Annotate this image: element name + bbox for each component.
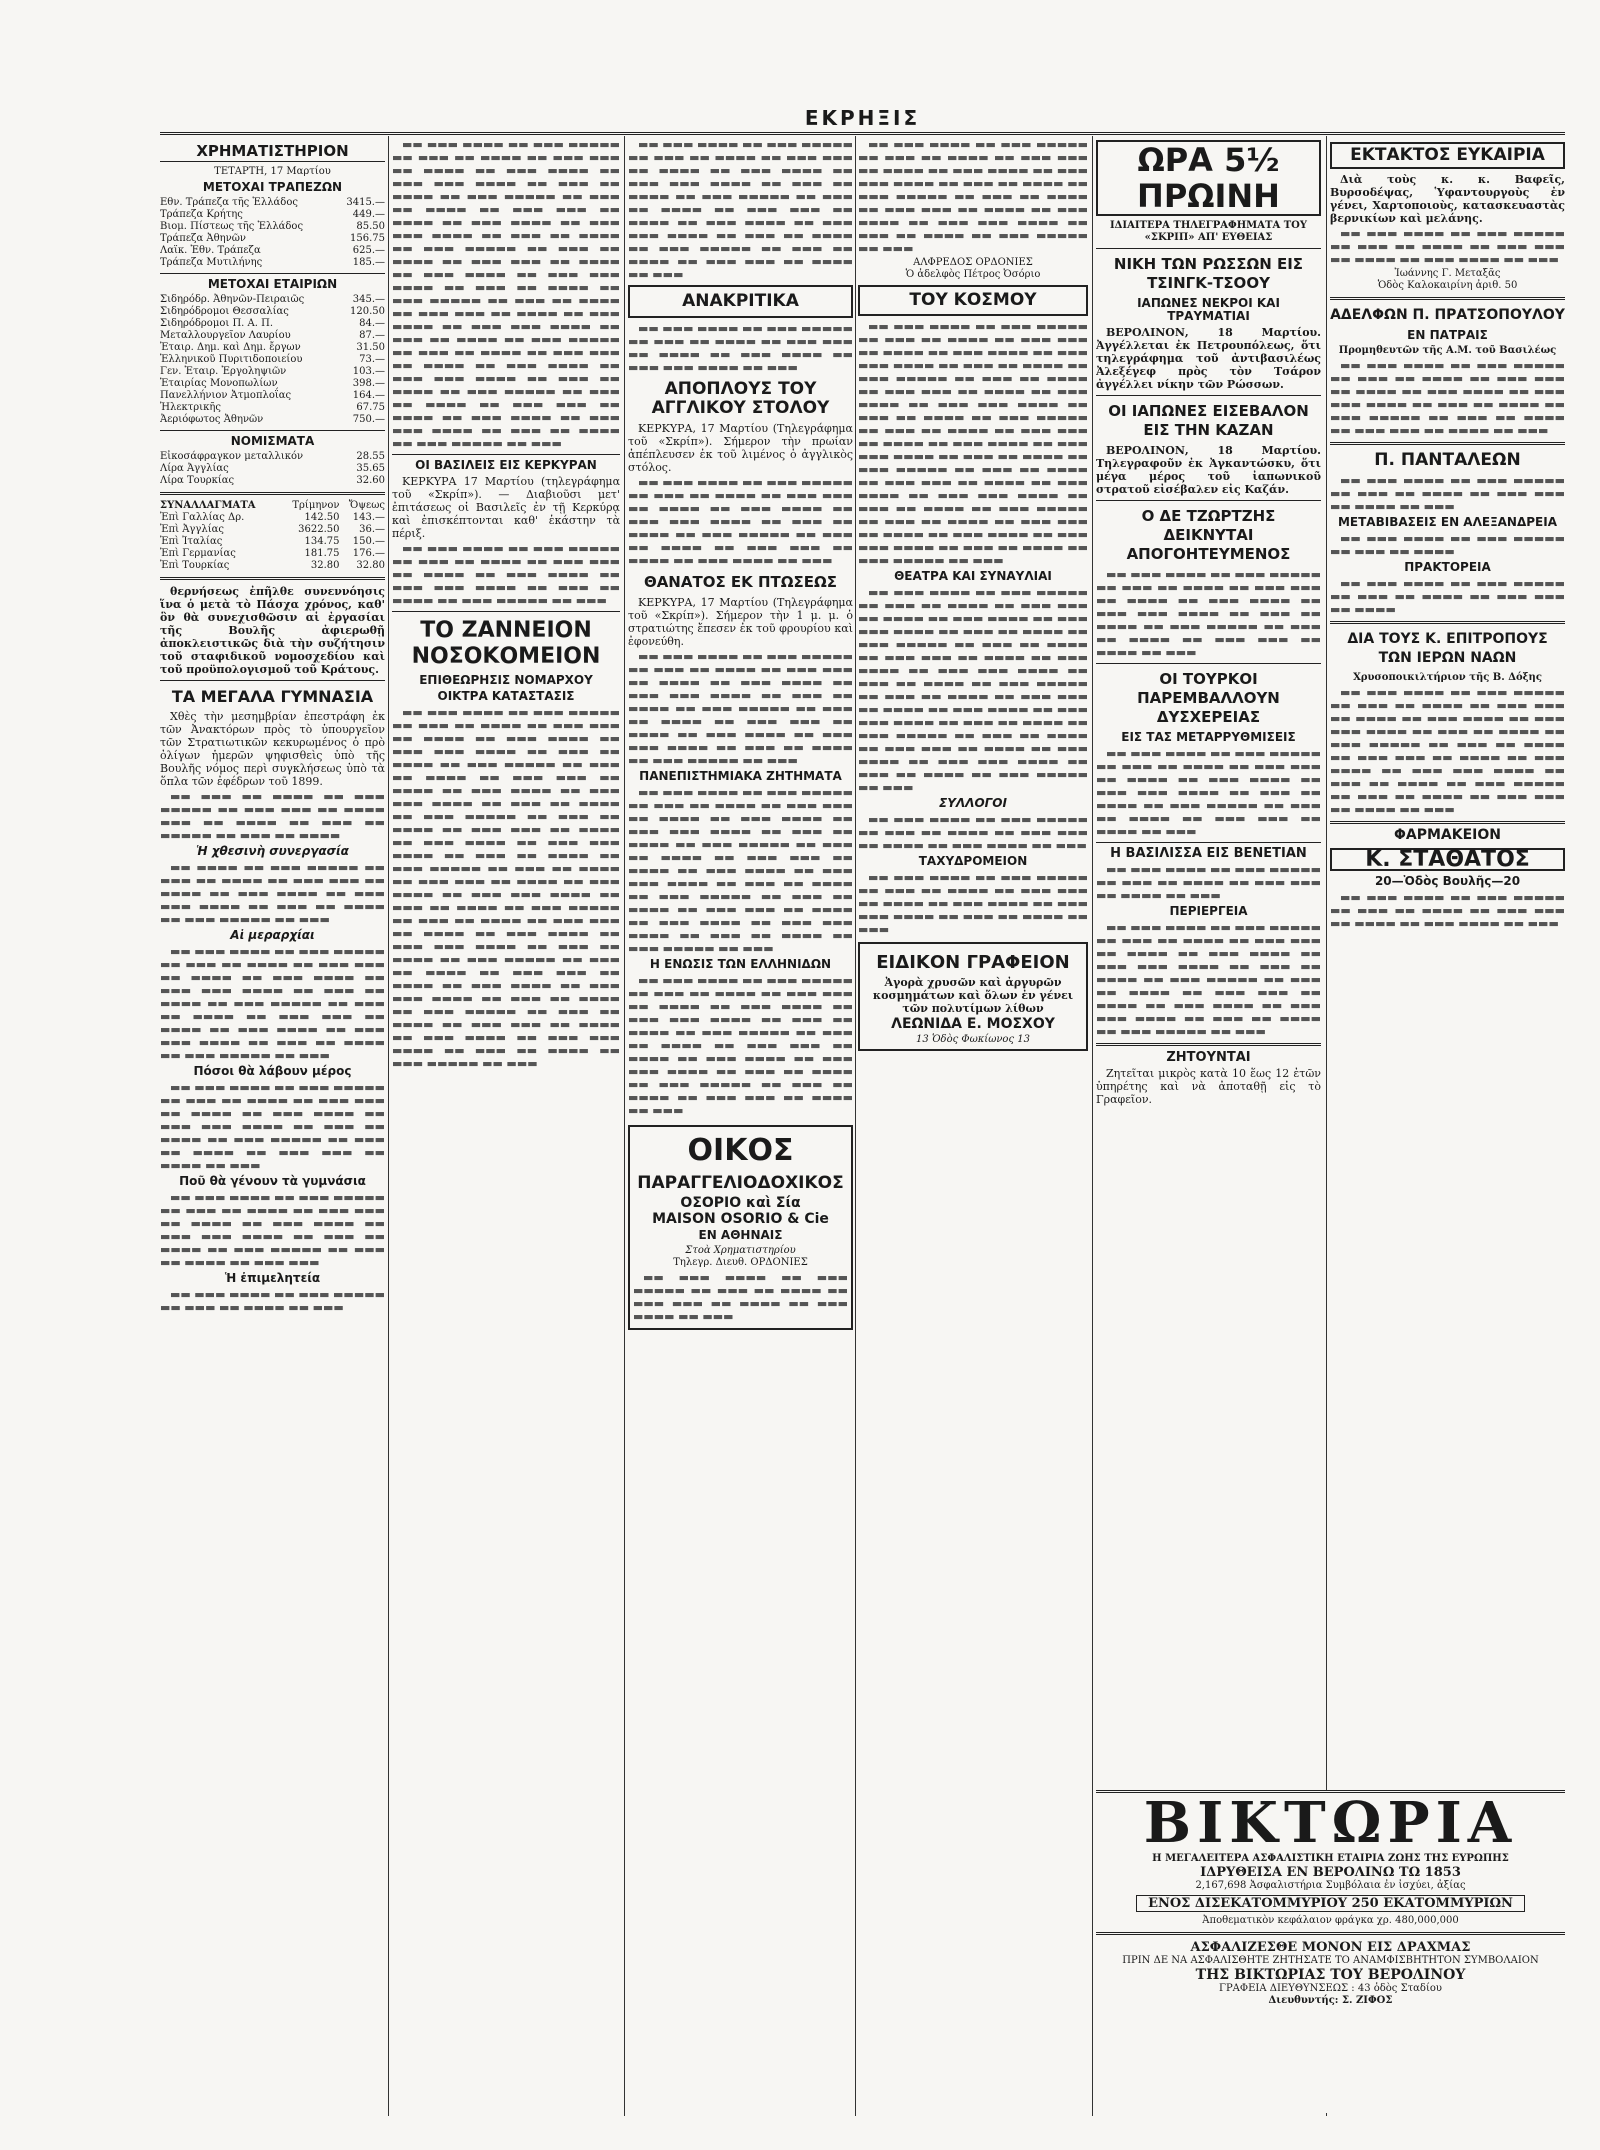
lead-text: θερνήσεως ἐπῆλθε συνεννόησις ἵνα ὁ μετὰ τὸ Πάσχα χρόνος, καθ' ὃν θὰ συνεχισθῶσιν αἱ ἐργασίαι τῆς Βουλῆς ἀφιερωθῇ ἀποκλειστικῶς διὰ τὴν συζήτησιν τοῦ σταφιδικοῦ νομοσχεδίου καὶ τοῦ προϋπολογισμοῦ τοῦ Κράτους. xyxy=(160,585,385,676)
taxydromeion-title: ΤΑΧΥΔΡΟΜΕΙΟΝ xyxy=(918,854,1028,868)
subheading: Ποῦ θὰ γένουν τὰ γυμνάσια xyxy=(179,1174,366,1188)
victoria-title: ΒΙΚΤΩΡΙΑ xyxy=(1143,1790,1518,1856)
column-1: ΧΡΗΜΑΤΙΣΤΗΡΙΟΝ ΤΕΤΑΡΤΗ, 17 Μαρτίου ΜΕΤΟΧΑΙ ΤΡΑΠΕΖΩΝ Εθν. Τράπεζα τῆς Ἑλλάδος 3415.— Τράπεζα Κρήτης 449.— Βιομ. Πίστεως τῆς Ἑλλάδος 85.50 Τράπεζα Ἀθηνῶν 156.75 Λαϊκ. Ἐθν. Τράπεζα 625.— Τράπεζα Μυτιλήνης 185.— ΜΕΤΟΧΑΙ ΕΤΑΙΡΙΩΝ Σιδηρόδρ. Ἀθηνῶν-Πειραιῶς 345.— Σιδηρόδρομοι Θεσσαλίας 120.50 Σιδηρόδρομοι Π. Α. Π. 84.— Μεταλλουργεῖον Λαυρίου 87.— Ἐταιρ. Δημ. καὶ Δημ. ἔργων 31.50 Ἑλληνικοῦ Πυριτιδοποιείου 73.— Γεν. Ἐταιρ. Ἐργοληψιῶν 103.— Ἑταιρίας Μονοπωλίων 398.— Πανελλήνιον Ἀτμοπλοΐας 164.— Ἠλεκτρικῆς 67.75 Ἀεριόφωτος Ἀθηνῶν 750.— ΝΟΜΙΣΜΑΤΑ Εἰκοσάφραγκον μεταλλικόν 28.55 Λίρα Ἀγγλίας 35.65 Λίρα Τουρκίας 32.60 ΣΥΝΑΛΛΑΓΜΑΤΑ Τρίμηνον Ὄψεως Ἐπὶ Γαλλίας Δρ. 142.50 143.— Ἐπὶ Ἀγγλίας 3622.50 36.— Ἐπὶ Ἰταλίας 134.75 150.— Ἐπὶ Γερμανίας 181.75 176.— Ἐπὶ Τουρκίας 32.80 32.80 θερνήσεως ἐπῆλθε συνεννόησις ἵνα ὁ μετὰ τὸ Πάσχα χρόνος, καθ' ὃν θὰ συνεχισθῶσιν αἱ ἐργασίαι τῆς Βουλῆς ἀφιερωθῇ ἀποκλειστικῶς διὰ τὴν συζήτησιν τοῦ σταφιδικοῦ νομοσχεδίου καὶ τοῦ προϋπολογισμοῦ τοῦ Κράτους. ΤΑ ΜΕΓΑΛΑ ΓΥΜΝΑΣΙΑ Χθὲς τὴν μεσημβρίαν ἐπεστράφη ἐκ τῶν Ἀνακτόρων πρὸς τὸ ὑπουργεῖον τῶν Στρατιωτικῶν κεκυρωμένος ὁ πρὸ ὀλίγων ἡμερῶν ψηφισθεὶς ὑπὸ τῆς Βουλῆς νόμος περὶ συγκλήσεως ὑπὸ τὰ ὅπλα τῶν ἐφέδρων τοῦ 1899. ▬▬ ▬▬▬ ▬▬ ▬▬▬▬ ▬▬ ▬▬▬ ▬▬▬▬▬ ▬▬ ▬▬▬ ▬▬▬ ▬▬ ▬▬▬▬ ▬▬▬ ▬▬ ▬▬▬▬ ▬▬ ▬▬▬ ▬▬ ▬▬▬▬▬ ▬▬ ▬▬▬ ▬▬ ▬▬▬▬ Ἡ χθεσινὴ συνεργασία ▬▬ ▬▬▬▬ ▬▬ ▬▬▬ ▬▬▬▬▬ ▬▬ ▬▬▬ ▬▬ ▬▬▬▬ ▬▬ ▬▬▬ ▬▬▬ ▬▬ ▬▬▬▬ ▬▬ ▬▬▬ ▬▬▬▬ ▬▬ ▬▬▬ ▬▬▬ ▬▬▬▬ ▬▬ ▬▬▬ ▬▬ ▬▬▬▬ ▬▬ ▬▬▬ ▬▬▬▬▬ ▬▬ ▬▬▬ Αἱ μεραρχίαι ▬▬ ▬▬▬ ▬▬▬▬ ▬▬ ▬▬▬ ▬▬▬▬▬ ▬▬ ▬▬▬ ▬▬ ▬▬▬▬ ▬▬ ▬▬▬ ▬▬▬ ▬▬ ▬▬▬▬ ▬▬ ▬▬▬ ▬▬▬▬ ▬▬ ▬▬▬ ▬▬▬ ▬▬▬▬ ▬▬ ▬▬▬ ▬▬ ▬▬▬▬ ▬▬ ▬▬▬ ▬▬▬▬▬ ▬▬ ▬▬▬ ▬▬ ▬▬▬▬ ▬▬ ▬▬▬ ▬▬▬ ▬▬ ▬▬▬▬ ▬▬ ▬▬▬ ▬▬▬▬ ▬▬ ▬▬▬ ▬▬▬ ▬▬▬▬ ▬▬ ▬▬▬ ▬▬ ▬▬▬▬ ▬▬ ▬▬▬ ▬▬▬▬▬ ▬▬ ▬▬▬ Πόσοι θὰ λάβουν μέρος ▬▬ ▬▬▬ ▬▬▬▬ ▬▬ ▬▬▬ ▬▬▬▬▬ ▬▬ ▬▬▬ ▬▬ ▬▬▬▬ ▬▬ ▬▬▬ ▬▬▬ ▬▬ ▬▬▬▬ ▬▬ ▬▬▬ ▬▬▬▬ ▬▬ ▬▬▬ ▬▬▬ ▬▬▬▬ ▬▬ ▬▬▬ ▬▬ ▬▬▬▬ ▬▬ ▬▬▬ ▬▬▬▬▬ ▬▬ ▬▬▬ ▬▬ ▬▬▬▬ ▬▬ ▬▬▬ ▬▬▬ ▬▬ ▬▬▬▬ ▬▬ ▬▬▬ Ποῦ θὰ γένουν τὰ γυμνάσια ▬▬ ▬▬▬ ▬▬▬▬ ▬▬ ▬▬▬ ▬▬▬▬▬ ▬▬ ▬▬▬ ▬▬ ▬▬▬▬ ▬▬ ▬▬▬ ▬▬▬ ▬▬ ▬▬▬▬ ▬▬ ▬▬▬ ▬▬▬▬ ▬▬ ▬▬▬ ▬▬▬ ▬▬▬▬ ▬▬ ▬▬▬ ▬▬ ▬▬▬▬ ▬▬ ▬▬▬ ▬▬▬▬▬ ▬▬ ▬▬▬ ▬▬ ▬▬▬▬ ▬▬ ▬▬▬ ▬▬▬ Ἡ ἐπιμελητεία ▬▬ ▬▬▬ ▬▬▬▬ ▬▬ ▬▬▬ ▬▬▬▬▬ ▬▬ ▬▬▬ ▬▬ ▬▬▬▬ ▬▬ ▬▬▬ xyxy=(160,142,385,1314)
row-label: Ἐπὶ Γερμανίας xyxy=(160,548,236,559)
column-divider xyxy=(855,136,856,2116)
row-value: 85.50 xyxy=(356,221,385,232)
table-row xyxy=(160,548,385,560)
row-value: 185.— xyxy=(352,257,385,268)
row-value: 103.— xyxy=(352,366,385,377)
epitropi-title: ΔΙΑ ΤΟΥΣ Κ. ΕΠΙΤΡΟΠΟΥΣ ΤΩΝ ΙΕΡΩΝ ΝΑΩΝ xyxy=(1347,631,1548,666)
apoplous-text: ΚΕΡΚΥΡΑ, 17 Μαρτίου (Τηλεγράφημα τοῦ «Σκρίπ»). Σήμερον τὴν πρωίαν ἀπέπλευσεν ἐκ τοῦ λιμένος ὁ ἀγγλικὸς στόλος. xyxy=(628,422,853,474)
row-label: Λίρα Ἀγγλίας xyxy=(160,463,229,474)
row-label: Ἑταιρίας Μονοπωλίων xyxy=(160,378,278,389)
column-divider xyxy=(388,136,389,2116)
ektaktos-text: Διὰ τοὺς κ. κ. Βαφεῖς, Βυρσοδέψας, Ὑφαντουργοὺς ἐν γένει, Χαρτοποιοὺς, κατασκευαστὰς βερνικίων καὶ μελάνης. xyxy=(1330,173,1565,225)
table-row xyxy=(160,233,385,245)
exchange-table xyxy=(160,500,385,572)
kosmos-title: ΤΟΥ ΚΟΣΜΟΥ xyxy=(909,290,1037,310)
victoria-ad xyxy=(1096,1790,1565,2113)
row-value: 625.— xyxy=(352,245,385,256)
eidikon-name: ΛΕΩΝΙΔΑ Ε. ΜΟΣΧΟΥ xyxy=(891,1016,1055,1032)
row-label: Σιδηρόδρομοι Θεσσαλίας xyxy=(160,306,289,317)
basilissa-title: Η ΒΑΣΙΛΙΣΣΑ ΕΙΣ ΒΕΝΕΤΙΑΝ xyxy=(1110,846,1307,861)
row-value: 3415.— xyxy=(346,197,385,208)
table-row xyxy=(160,209,385,221)
row-label: Σιδηρόδρ. Ἀθηνῶν-Πειραιῶς xyxy=(160,294,305,305)
row-label: Πανελλήνιον Ἀτμοπλοΐας xyxy=(160,390,292,401)
row-value: 449.— xyxy=(352,209,385,220)
row-value: 73.— xyxy=(359,354,385,365)
row-value: 36.— xyxy=(359,524,385,535)
oikos-city: ΕΝ ΑΘΗΝΑΙΣ xyxy=(698,1228,783,1242)
table-row xyxy=(160,330,385,342)
zanneion-title: ΤΟ ΖΑΝΝΕΙΟΝ ΝΟΣΟΚΟΜΕΙΟΝ xyxy=(411,618,601,669)
row-value: 67.75 xyxy=(356,402,385,413)
stock-date: ΤΕΤΑΡΤΗ, 17 Μαρτίου xyxy=(214,166,331,177)
ora-sub: ΙΔΙΑΙΤΕΡΑ ΤΗΛΕΓΡΑΦΗΜΑΤΑ ΤΟΥ «ΣΚΡΙΠ» ΑΠ' ΕΥΘΕΙΑΣ xyxy=(1110,220,1307,243)
row-value: 142.50 xyxy=(304,512,340,523)
oikos-sub: ΠΑΡΑΓΓΕΛΙΟΔΟΧΙΚΟΣ xyxy=(637,1173,844,1193)
row-value: 84.— xyxy=(359,318,385,329)
victoria-director: Διευθυντής: Σ. ΖΙΦΟΣ xyxy=(1268,1995,1393,2006)
niki-text: ΒΕΡΟΛΙΝΟΝ, 18 Μαρτίου. Ἀγγέλλεται ἐκ Πετρουπόλεως, ὅτι τηλεγράφημα τοῦ ἀντιβασιλέως Ἀλεξέγεφ πρὸς τὸν Τσάρον ἀγγέλλει νίκην τῶν Ρώσσων. xyxy=(1096,326,1321,391)
victoria-note: ΠΡΙΝ ΔΕ ΝΑ ΑΣΦΑΛΙΣΘΗΤΕ ΖΗΤΗΣΑΤΕ ΤΟ ΑΝΑΜΦΙΣΒΗΤΗΤΟΝ ΣΥΜΒΟΛΑΙΟΝ xyxy=(1122,1955,1539,1966)
oikos-name: ΟΣΟΡΙΟ καὶ Σία xyxy=(680,1195,801,1211)
pantaleon-sub: ΜΕΤΑΒΙΒΑΣΕΙΣ ΕΝ ΑΛΕΞΑΝΔΡΕΙΑ xyxy=(1337,515,1558,529)
table-row xyxy=(160,402,385,414)
praktoreia-title: ΠΡΑΚΤΟΡΕΙΑ xyxy=(1404,560,1491,574)
ora-title: ΩΡΑ 5½ ΠΡΩΙΝΗ xyxy=(1096,140,1321,216)
tourkoi-title: ΟΙ ΤΟΥΡΚΟΙ ΠΑΡΕΜΒΑΛΛΟΥΝ ΔΥΣΧΕΡΕΙΑΣ xyxy=(1137,670,1280,726)
row-label: Λίρα Τουρκίας xyxy=(160,475,235,486)
victoria-monon: ΑΣΦΑΛΙΖΕΣΘΕ ΜΟΝΟΝ ΕΙΣ ΔΡΑΧΜΑΣ xyxy=(1190,1940,1471,1955)
row-value: 120.50 xyxy=(350,306,385,317)
zanneion-sub: ΕΠΙΘΕΩΡΗΣΙΣ ΝΟΜΑΡΧΟΥ xyxy=(419,673,593,687)
row-label: Ἀεριόφωτος Ἀθηνῶν xyxy=(160,414,264,425)
pantaleon-title: Π. ΠΑΝΤΑΛΕΩΝ xyxy=(1374,450,1521,470)
niki-sub: ΙΑΠΩΝΕΣ ΝΕΚΡΟΙ ΚΑΙ ΤΡΑΥΜΑΤΙΑΙ xyxy=(1137,296,1280,323)
row-label: Τράπεζα Ἀθηνῶν xyxy=(160,233,246,244)
companies-heading: ΜΕΤΟΧΑΙ ΕΤΑΙΡΙΩΝ xyxy=(207,277,338,291)
iapones-text: ΒΕΡΟΛΙΝΟΝ, 18 Μαρτίου. Τηλεγραφοῦν ἐκ Ἀγκαντώσκυ, ὅτι μέγα μέρος τοῦ ἰαπωνικοῦ στρατοῦ εἰσέβαλεν εἰς Καζάν. xyxy=(1096,444,1321,496)
exchange-col: Ὄψεως xyxy=(348,500,385,511)
subheading: Ἡ ἐπιμελητεία xyxy=(224,1271,321,1285)
oikos-name2: MAISON OSORIO & Cie xyxy=(652,1211,829,1227)
row-label: Βιομ. Πίστεως τῆς Ἑλλάδος xyxy=(160,221,304,232)
victoria-office: ΓΡΑΦΕΙΑ ΔΙΕΥΘΥΝΣΕΩΣ : 43 ὁδὸς Σταδίου xyxy=(1219,1983,1442,1994)
pratsopoulou-sub2: Προμηθευτῶν τῆς Α.Μ. τοῦ Βασιλέως xyxy=(1338,345,1557,356)
column-5: ΩΡΑ 5½ ΠΡΩΙΝΗ ΙΔΙΑΙΤΕΡΑ ΤΗΛΕΓΡΑΦΗΜΑΤΑ ΤΟΥ «ΣΚΡΙΠ» ΑΠ' ΕΥΘΕΙΑΣ ΝΙΚΗ ΤΩΝ ΡΩΣΣΩΝ ΕΙΣ ΤΣΙΝΓΚ-ΤΣΟΟΥ ΙΑΠΩΝΕΣ ΝΕΚΡΟΙ ΚΑΙ ΤΡΑΥΜΑΤΙΑΙ ΒΕΡΟΛΙΝΟΝ, 18 Μαρτίου. Ἀγγέλλεται ἐκ Πετρουπόλεως, ὅτι τηλεγράφημα τοῦ ἀντιβασιλέως Ἀλεξέγεφ πρὸς τὸν Τσάρον ἀγγέλλει νίκην τῶν Ρώσσων. ΟΙ ΙΑΠΩΝΕΣ ΕΙΣΕΒΑΛΟΝ ΕΙΣ ΤΗΝ ΚΑΖΑΝ ΒΕΡΟΛΙΝΟΝ, 18 Μαρτίου. Τηλεγραφοῦν ἐκ Ἀγκαντώσκυ, ὅτι μέγα μέρος τοῦ ἰαπωνικοῦ στρατοῦ εἰσέβαλεν εἰς Καζάν. Ο ΔΕ ΤΖΩΡΤΖΗΣ ΔΕΙΚΝΥΤΑΙ ΑΠΟΓΟΗΤΕΥΜΕΝΟΣ ▬▬ ▬▬▬ ▬▬▬▬ ▬▬ ▬▬▬ ▬▬▬▬▬ ▬▬ ▬▬▬ ▬▬ ▬▬▬▬ ▬▬ ▬▬▬ ▬▬▬ ▬▬ ▬▬▬▬ ▬▬ ▬▬▬ ▬▬▬▬ ▬▬ ▬▬▬ ▬▬▬ ▬▬▬▬ ▬▬ ▬▬▬ ▬▬ ▬▬▬▬ ▬▬ ▬▬▬ ▬▬▬▬▬ ▬▬ ▬▬▬ ▬▬ ▬▬▬▬ ▬▬ ▬▬▬ ▬▬▬ ▬▬ ▬▬▬▬ ▬▬ ▬▬▬ ΟΙ ΤΟΥΡΚΟΙ ΠΑΡΕΜΒΑΛΛΟΥΝ ΔΥΣΧΕΡΕΙΑΣ ΕΙΣ ΤΑΣ ΜΕΤΑΡΡΥΘΜΙΣΕΙΣ ▬▬ ▬▬▬ ▬▬▬▬ ▬▬ ▬▬▬ ▬▬▬▬▬ ▬▬ ▬▬▬ ▬▬ ▬▬▬▬ ▬▬ ▬▬▬ ▬▬▬ ▬▬ ▬▬▬▬ ▬▬ ▬▬▬ ▬▬▬▬ ▬▬ ▬▬▬ ▬▬▬ ▬▬▬▬ ▬▬ ▬▬▬ ▬▬ ▬▬▬▬ ▬▬ ▬▬▬ ▬▬▬▬▬ ▬▬ ▬▬▬ ▬▬ ▬▬▬▬ ▬▬ ▬▬▬ ▬▬▬ ▬▬ ▬▬▬▬ ▬▬ ▬▬▬ Η ΒΑΣΙΛΙΣΣΑ ΕΙΣ ΒΕΝΕΤΙΑΝ ▬▬ ▬▬▬ ▬▬▬▬ ▬▬ ▬▬▬ ▬▬▬▬▬ ▬▬ ▬▬▬ ▬▬ ▬▬▬▬ ▬▬ ▬▬▬ ▬▬▬ ▬▬ ▬▬▬▬ ▬▬ ▬▬▬ ΠΕΡΙΕΡΓΕΙΑ ▬▬ ▬▬▬ ▬▬▬▬ ▬▬ ▬▬▬ ▬▬▬▬▬ ▬▬ ▬▬▬ ▬▬ ▬▬▬▬ ▬▬ ▬▬▬ ▬▬▬ ▬▬ ▬▬▬▬ ▬▬ ▬▬▬ ▬▬▬▬ ▬▬ ▬▬▬ ▬▬▬ ▬▬▬▬ ▬▬ ▬▬▬ ▬▬ ▬▬▬▬ ▬▬ ▬▬▬ ▬▬▬▬▬ ▬▬ ▬▬▬ ▬▬ ▬▬▬▬ ▬▬ ▬▬▬ ▬▬▬ ▬▬ ▬▬▬▬ ▬▬ ▬▬▬ ▬▬▬▬ ▬▬ ▬▬▬ ▬▬▬ ▬▬▬▬ ▬▬ ▬▬▬ ▬▬ ▬▬▬▬ ▬▬ ▬▬▬ ▬▬▬▬▬ ▬▬ ▬▬▬ ΖΗΤΟΥΝΤΑΙ Ζητεῖται μικρὸς κατὰ 10 ἕως 12 ἐτῶν ὑπηρέτης καὶ νὰ ἀποταθῇ εἰς τὸ Γραφεῖον. xyxy=(1096,141,1321,1106)
banks-heading: ΜΕΤΟΧΑΙ ΤΡΑΠΕΖΩΝ xyxy=(202,180,343,194)
tzortzis-title: Ο ΔΕ ΤΖΩΡΤΖΗΣ ΔΕΙΚΝΥΤΑΙ ΑΠΟΓΟΗΤΕΥΜΕΝΟΣ xyxy=(1126,507,1291,563)
row-value: 345.— xyxy=(352,294,385,305)
masthead xyxy=(160,106,1565,135)
row-label: Ἑλληνικοῦ Πυριτιδοποιείου xyxy=(160,354,303,365)
ektaktos-addr: Ὁδὸς Καλοκαιρίνη ἀριθ. 50 xyxy=(1377,280,1518,291)
table-row xyxy=(160,463,385,475)
companies-table xyxy=(160,294,385,426)
letter-sign: ΑΛΦΡΕΔΟΣ ΟΡΔΟΝΙΕΣ xyxy=(913,257,1033,268)
table-row xyxy=(160,536,385,548)
victoria-amount: ΕΝΟΣ ΔΙΣΕΚΑΤΟΜΜΥΡΙΟΥ 250 ΕΚΑΤΟΜΜΥΡΙΩΝ xyxy=(1136,1895,1525,1912)
table-row xyxy=(160,524,385,536)
tourkoi-sub: ΕΙΣ ΤΑΣ ΜΕΤΑΡΡΥΘΜΙΣΕΙΣ xyxy=(1121,730,1296,744)
zitountai-title: ΖΗΤΟΥΝΤΑΙ xyxy=(1166,1050,1251,1065)
thanatos-text: ΚΕΡΚΥΡΑ, 17 Μαρτίου (Τηλεγράφημα τοῦ «Σκρίπ»). Σήμερον τὴν 1 μ. μ. ὁ στρατιώτης ἔπεσεν ἐκ τοῦ φρουρίου καὶ ἐφονεύθη. xyxy=(628,596,853,648)
row-value: 156.75 xyxy=(350,233,385,244)
row-label: Γεν. Ἐταιρ. Ἐργοληψιῶν xyxy=(160,366,287,377)
farmakeion-addr: 20—Ὁδὸς Βουλῆς—20 xyxy=(1374,874,1521,888)
basileis-title: ΟΙ ΒΑΣΙΛΕΙΣ ΕΙΣ ΚΕΡΚΥΡΑΝ xyxy=(415,458,597,472)
theatra-title: ΘΕΑΤΡΑ ΚΑΙ ΣΥΝΑΥΛΙΑΙ xyxy=(894,569,1052,583)
pratsopoulou-sub: ΕΝ ΠΑΤΡΑΙΣ xyxy=(1407,328,1488,342)
table-row xyxy=(160,306,385,318)
gymnasia-text: Χθὲς τὴν μεσημβρίαν ἐπεστράφη ἐκ τῶν Ἀνακτόρων πρὸς τὸ ὑπουργεῖον τῶν Στρατιωτικῶν κεκυρωμένος ὁ πρὸ ὀλίγων ἡμερῶν ψηφισθεὶς ὑπὸ τῆς Βουλῆς νόμος περὶ συγκλήσεως ὑπὸ τὰ ὅπλα τῶν ἐφέδρων τοῦ 1899. xyxy=(160,710,385,788)
syllogoi-title: ΣΥΛΛΟΓΟΙ xyxy=(939,796,1007,810)
stock-title: ΧΡΗΜΑΤΙΣΤΗΡΙΟΝ xyxy=(160,142,385,162)
pratsopoulou-title: ΑΔΕΛΦΩΝ Π. ΠΡΑΤΣΟΠΟΥΛΟΥ xyxy=(1330,307,1565,323)
column-divider xyxy=(1092,136,1093,2116)
row-label: Ἐπὶ Ἀγγλίας xyxy=(160,524,224,535)
row-label: Τράπεζα Μυτιλήνης xyxy=(160,257,263,268)
table-row xyxy=(160,221,385,233)
currency-table xyxy=(160,451,385,487)
row-value: 750.— xyxy=(352,414,385,425)
zanneion-sub2: ΟΙΚΤΡΑ ΚΑΤΑΣΤΑΣΙΣ xyxy=(437,689,575,703)
row-value: 32.80 xyxy=(356,560,385,571)
victoria-founded: ΙΔΡΥΘΕΙΣΑ ΕΝ ΒΕΡΟΛΙΝΩ ΤΩ 1853 xyxy=(1200,1865,1461,1880)
column-3: ▬▬ ▬▬▬ ▬▬▬▬ ▬▬ ▬▬▬ ▬▬▬▬▬ ▬▬ ▬▬▬ ▬▬ ▬▬▬▬ ▬▬ ▬▬▬ ▬▬▬ ▬▬ ▬▬▬▬ ▬▬ ▬▬▬ ▬▬▬▬ ▬▬ ▬▬▬ ▬▬▬ ▬▬▬▬ ▬▬ ▬▬▬ ▬▬ ▬▬▬▬ ▬▬ ▬▬▬ ▬▬▬▬▬ ▬▬ ▬▬▬ ▬▬ ▬▬▬▬ ▬▬ ▬▬▬ ▬▬▬ ▬▬ ▬▬▬▬ ▬▬ ▬▬▬ ▬▬▬▬ ▬▬ ▬▬▬ ▬▬▬ ▬▬▬▬ ▬▬ ▬▬▬ ▬▬ ▬▬▬▬ ▬▬ ▬▬▬ ▬▬▬▬▬ ▬▬ ▬▬▬ ▬▬ ▬▬▬▬ ▬▬ ▬▬▬ ▬▬▬ ▬▬ ▬▬▬▬ ▬▬ ▬▬▬ ΑΝΑΚΡΙΤΙΚΑ ▬▬ ▬▬▬ ▬▬▬▬ ▬▬ ▬▬▬ ▬▬▬▬▬ ▬▬ ▬▬▬ ▬▬ ▬▬▬▬ ▬▬ ▬▬▬ ▬▬▬ ▬▬ ▬▬▬▬ ▬▬ ▬▬▬ ▬▬▬▬ ▬▬ ▬▬▬ ▬▬▬ ▬▬▬▬ ▬▬ ▬▬▬ ΑΠΟΠΛΟΥΣ ΤΟΥ ΑΓΓΛΙΚΟΥ ΣΤΟΛΟΥ ΚΕΡΚΥΡΑ, 17 Μαρτίου (Τηλεγράφημα τοῦ «Σκρίπ»). Σήμερον τὴν πρωίαν ἀπέπλευσεν ἐκ τοῦ λιμένος ὁ ἀγγλικὸς στόλος. ▬▬ ▬▬▬ ▬▬▬▬ ▬▬ ▬▬▬ ▬▬▬▬▬ ▬▬ ▬▬▬ ▬▬ ▬▬▬▬ ▬▬ ▬▬▬ ▬▬▬ ▬▬ ▬▬▬▬ ▬▬ ▬▬▬ ▬▬▬▬ ▬▬ ▬▬▬ ▬▬▬ ▬▬▬▬ ▬▬ ▬▬▬ ▬▬ ▬▬▬▬ ▬▬ ▬▬▬ ▬▬▬▬▬ ▬▬ ▬▬▬ ▬▬ ▬▬▬▬ ▬▬ ▬▬▬ ▬▬▬ ▬▬ ▬▬▬▬ ▬▬ ▬▬▬ ▬▬▬▬ ▬▬ ▬▬▬ ΘΑΝΑΤΟΣ ΕΚ ΠΤΩΣΕΩΣ ΚΕΡΚΥΡΑ, 17 Μαρτίου (Τηλεγράφημα τοῦ «Σκρίπ»). Σήμερον τὴν 1 μ. μ. ὁ στρατιώτης ἔπεσεν ἐκ τοῦ φρουρίου καὶ ἐφονεύθη. ▬▬ ▬▬▬ ▬▬▬▬ ▬▬ ▬▬▬ ▬▬▬▬▬ ▬▬ ▬▬▬ ▬▬ ▬▬▬▬ ▬▬ ▬▬▬ ▬▬▬ ▬▬ ▬▬▬▬ ▬▬ ▬▬▬ ▬▬▬▬ ▬▬ ▬▬▬ ▬▬▬ ▬▬▬▬ ▬▬ ▬▬▬ ▬▬ ▬▬▬▬ ▬▬ ▬▬▬ ▬▬▬▬▬ ▬▬ ▬▬▬ ▬▬ ▬▬▬▬ ▬▬ ▬▬▬ ▬▬▬ ▬▬ ▬▬▬▬ ▬▬ ▬▬▬ ▬▬▬▬ ▬▬ ▬▬▬ ▬▬▬ ▬▬▬▬ ▬▬ ▬▬▬ ▬▬ ▬▬▬▬ ▬▬ ▬▬▬ ▬▬▬▬▬ ▬▬ ▬▬▬ ΠΑΝΕΠΙΣΤΗΜΙΑΚΑ ΖΗΤΗΜΑΤΑ ▬▬ ▬▬▬ ▬▬▬▬ ▬▬ ▬▬▬ ▬▬▬▬▬ ▬▬ ▬▬▬ ▬▬ ▬▬▬▬ ▬▬ ▬▬▬ ▬▬▬ ▬▬ ▬▬▬▬ ▬▬ ▬▬▬ ▬▬▬▬ ▬▬ ▬▬▬ ▬▬▬ ▬▬▬▬ ▬▬ ▬▬▬ ▬▬ ▬▬▬▬ ▬▬ ▬▬▬ ▬▬▬▬▬ ▬▬ ▬▬▬ ▬▬ ▬▬▬▬ ▬▬ ▬▬▬ ▬▬▬ ▬▬ ▬▬▬▬ ▬▬ ▬▬▬ ▬▬▬▬ ▬▬ ▬▬▬ ▬▬▬ ▬▬▬▬ ▬▬ ▬▬▬ ▬▬ ▬▬▬▬ ▬▬ ▬▬▬ ▬▬▬▬▬ ▬▬ ▬▬▬ ▬▬ ▬▬▬▬ ▬▬ ▬▬▬ ▬▬▬ ▬▬ ▬▬▬▬ ▬▬ ▬▬▬ ▬▬▬▬ ▬▬ ▬▬▬ ▬▬▬ ▬▬▬▬ ▬▬ ▬▬▬ ▬▬ ▬▬▬▬ ▬▬ ▬▬▬ ▬▬▬▬▬ ▬▬ ▬▬▬ Η ΕΝΩΣΙΣ ΤΩΝ ΕΛΛΗΝΙΔΩΝ ▬▬ ▬▬▬ ▬▬▬▬ ▬▬ ▬▬▬ ▬▬▬▬▬ ▬▬ ▬▬▬ ▬▬ ▬▬▬▬ ▬▬ ▬▬▬ ▬▬▬ ▬▬ ▬▬▬▬ ▬▬ ▬▬▬ ▬▬▬▬ ▬▬ ▬▬▬ ▬▬▬ ▬▬▬▬ ▬▬ ▬▬▬ ▬▬ ▬▬▬▬ ▬▬ ▬▬▬ ▬▬▬▬▬ ▬▬ ▬▬▬ ▬▬ ▬▬▬▬ ▬▬ ▬▬▬ ▬▬▬ ▬▬ ▬▬▬▬ ▬▬ ▬▬▬ ▬▬▬▬ ▬▬ ▬▬▬ ▬▬▬ ▬▬▬▬ ▬▬ ▬▬▬ ▬▬ ▬▬▬▬ ▬▬ ▬▬▬ ▬▬▬▬▬ ▬▬ ▬▬▬ ▬▬ ▬▬▬▬ ▬▬ ▬▬▬ ▬▬▬ ▬▬ ▬▬▬▬ ▬▬ ▬▬▬ ΟΙΚΟΣ ΠΑΡΑΓΓΕΛΙΟΔΟΧΙΚΟΣ ΟΣΟΡΙΟ καὶ Σία MAISON OSORIO & Cie ΕΝ ΑΘΗΝΑΙΣ Στοὰ Χρηματιστηρίου Τηλεγρ. Διευθ. ΟΡΔΟΝΙΕΣ ▬▬ ▬▬▬ ▬▬▬▬ ▬▬ ▬▬▬ ▬▬▬▬▬ ▬▬ ▬▬▬ ▬▬ ▬▬▬▬ ▬▬ ▬▬▬ ▬▬▬ ▬▬ ▬▬▬▬ ▬▬ ▬▬▬ ▬▬▬▬ ▬▬ ▬▬▬ xyxy=(628,136,853,2116)
row-value: 3622.50 xyxy=(298,524,340,535)
table-row xyxy=(160,245,385,257)
panepist-title: ΠΑΝΕΠΙΣΤΗΜΙΑΚΑ ΖΗΤΗΜΑΤΑ xyxy=(639,769,842,783)
ektaktos-sign: Ἰωάννης Γ. Μεταξᾶς xyxy=(1394,268,1501,279)
table-row xyxy=(160,342,385,354)
oikos-director: Τηλεγρ. Διευθ. ΟΡΔΟΝΙΕΣ xyxy=(673,1257,808,1268)
row-label: Λαϊκ. Ἐθν. Τράπεζα xyxy=(160,245,261,256)
eidikon-title: ΕΙΔΙΚΟΝ ΓΡΑΦΕΙΟΝ xyxy=(876,952,1070,973)
basileis-text: ΚΕΡΚΥΡΑ 17 Μαρτίου (τηλεγράφημα τοῦ «Σκρίπ»). — Διαβιοῦσι μετ' ἐπιτάσεως οἱ Βασιλεῖς ἐν τῇ Κερκύρᾳ καὶ ἐπισκέπτονται καθ' ἑκάστην τὰ πέριξ. xyxy=(392,475,620,540)
exchange-heading: ΣΥΝΑΛΛΑΓΜΑΤΑ xyxy=(160,500,256,511)
row-value: 28.55 xyxy=(356,451,385,462)
farmakeion-title: ΦΑΡΜΑΚΕΙΟΝ xyxy=(1393,827,1501,843)
table-row xyxy=(160,390,385,402)
row-label: Ἐπὶ Γαλλίας Δρ. xyxy=(160,512,245,523)
subheading: Ἡ χθεσινὴ συνεργασία xyxy=(196,844,349,858)
anakritika-title: ΑΝΑΚΡΙΤΙΚΑ xyxy=(682,291,799,311)
iapones-title: ΟΙ ΙΑΠΩΝΕΣ ΕΙΣΕΒΑΛΟΝ ΕΙΣ ΤΗΝ ΚΑΖΑΝ xyxy=(1108,402,1309,439)
row-label: Εἰκοσάφραγκον μεταλλικόν xyxy=(160,451,304,462)
banks-table xyxy=(160,197,385,269)
subheading: Αἱ μεραρχίαι xyxy=(230,928,315,942)
row-value: 87.— xyxy=(359,330,385,341)
column-2: ▬▬ ▬▬▬ ▬▬▬▬ ▬▬ ▬▬▬ ▬▬▬▬▬ ▬▬ ▬▬▬ ▬▬ ▬▬▬▬ ▬▬ ▬▬▬ ▬▬▬ ▬▬ ▬▬▬▬ ▬▬ ▬▬▬ ▬▬▬▬ ▬▬ ▬▬▬ ▬▬▬ ▬▬▬▬ ▬▬ ▬▬▬ ▬▬ ▬▬▬▬ ▬▬ ▬▬▬ ▬▬▬▬▬ ▬▬ ▬▬▬ ▬▬ ▬▬▬▬ ▬▬ ▬▬▬ ▬▬▬ ▬▬ ▬▬▬▬ ▬▬ ▬▬▬ ▬▬▬▬ ▬▬ ▬▬▬ ▬▬▬ ▬▬▬▬ ▬▬ ▬▬▬ ▬▬ ▬▬▬▬ ▬▬ ▬▬▬ ▬▬▬▬▬ ▬▬ ▬▬▬ ▬▬ ▬▬▬▬ ▬▬ ▬▬▬ ▬▬▬ ▬▬ ▬▬▬▬ ▬▬ ▬▬▬ ▬▬▬▬ ▬▬ ▬▬▬ ▬▬▬ ▬▬▬▬ ▬▬ ▬▬▬ ▬▬ ▬▬▬▬ ▬▬ ▬▬▬ ▬▬▬▬▬ ▬▬ ▬▬▬ ▬▬ ▬▬▬▬ ▬▬ ▬▬▬ ▬▬▬ ▬▬ ▬▬▬▬ ▬▬ ▬▬▬ ▬▬▬▬ ▬▬ ▬▬▬ ▬▬▬ ▬▬▬▬ ▬▬ ▬▬▬ ▬▬ ▬▬▬▬ ▬▬ ▬▬▬ ▬▬▬▬▬ ▬▬ ▬▬▬ ▬▬ ▬▬▬▬ ▬▬ ▬▬▬ ▬▬▬ ▬▬ ▬▬▬▬ ▬▬ ▬▬▬ ▬▬▬▬ ▬▬ ▬▬▬ ▬▬▬ ▬▬▬▬ ▬▬ ▬▬▬ ▬▬ ▬▬▬▬ ▬▬ ▬▬▬ ▬▬▬▬▬ ▬▬ ▬▬▬ ▬▬ ▬▬▬▬ ▬▬ ▬▬▬ ▬▬▬ ▬▬ ▬▬▬▬ ▬▬ ▬▬▬ ▬▬▬▬ ▬▬ ▬▬▬ ▬▬▬ ▬▬▬▬ ▬▬ ▬▬▬ ▬▬ ▬▬▬▬ ▬▬ ▬▬▬ ▬▬▬▬▬ ▬▬ ▬▬▬ ΟΙ ΒΑΣΙΛΕΙΣ ΕΙΣ ΚΕΡΚΥΡΑΝ ΚΕΡΚΥΡΑ 17 Μαρτίου (τηλεγράφημα τοῦ «Σκρίπ»). — Διαβιοῦσι μετ' ἐπιτάσεως οἱ Βασιλεῖς ἐν τῇ Κερκύρᾳ καὶ ἐπισκέπτονται καθ' ἑκάστην τὰ πέριξ. ▬▬ ▬▬▬ ▬▬▬▬ ▬▬ ▬▬▬ ▬▬▬▬▬ ▬▬ ▬▬▬ ▬▬ ▬▬▬▬ ▬▬ ▬▬▬ ▬▬▬ ▬▬ ▬▬▬▬ ▬▬ ▬▬▬ ▬▬▬▬ ▬▬ ▬▬▬ ▬▬▬ ▬▬▬▬ ▬▬ ▬▬▬ ▬▬ ▬▬▬▬ ▬▬ ▬▬▬ ▬▬▬▬▬ ▬▬ ▬▬▬ ΤΟ ΖΑΝΝΕΙΟΝ ΝΟΣΟΚΟΜΕΙΟΝ ΕΠΙΘΕΩΡΗΣΙΣ ΝΟΜΑΡΧΟΥ ΟΙΚΤΡΑ ΚΑΤΑΣΤΑΣΙΣ ▬▬ ▬▬▬ ▬▬▬▬ ▬▬ ▬▬▬ ▬▬▬▬▬ ▬▬ ▬▬▬ ▬▬ ▬▬▬▬ ▬▬ ▬▬▬ ▬▬▬ ▬▬ ▬▬▬▬ ▬▬ ▬▬▬ ▬▬▬▬ ▬▬ ▬▬▬ ▬▬▬ ▬▬▬▬ ▬▬ ▬▬▬ ▬▬ ▬▬▬▬ ▬▬ ▬▬▬ ▬▬▬▬▬ ▬▬ ▬▬▬ ▬▬ ▬▬▬▬ ▬▬ ▬▬▬ ▬▬▬ ▬▬ ▬▬▬▬ ▬▬ ▬▬▬ ▬▬▬▬ ▬▬ ▬▬▬ ▬▬▬ ▬▬▬▬ ▬▬ ▬▬▬ ▬▬ ▬▬▬▬ ▬▬ ▬▬▬ ▬▬▬▬▬ ▬▬ ▬▬▬ ▬▬ ▬▬▬▬ ▬▬ ▬▬▬ ▬▬▬ ▬▬ ▬▬▬▬ ▬▬ ▬▬▬ ▬▬▬▬ ▬▬ ▬▬▬ ▬▬▬ ▬▬▬▬ ▬▬ ▬▬▬ ▬▬ ▬▬▬▬ ▬▬ ▬▬▬ ▬▬▬▬▬ ▬▬ ▬▬▬ ▬▬ ▬▬▬▬ ▬▬ ▬▬▬ ▬▬▬ ▬▬ ▬▬▬▬ ▬▬ ▬▬▬ ▬▬▬▬ ▬▬ ▬▬▬ ▬▬▬ ▬▬▬▬ ▬▬ ▬▬▬ ▬▬ ▬▬▬▬ ▬▬ ▬▬▬ ▬▬▬▬▬ ▬▬ ▬▬▬ ▬▬ ▬▬▬▬ ▬▬ ▬▬▬ ▬▬▬ ▬▬ ▬▬▬▬ ▬▬ ▬▬▬ ▬▬▬▬ ▬▬ ▬▬▬ ▬▬▬ ▬▬▬▬ ▬▬ ▬▬▬ ▬▬ ▬▬▬▬ ▬▬ ▬▬▬ ▬▬▬▬▬ ▬▬ ▬▬▬ ▬▬ ▬▬▬▬ ▬▬ ▬▬▬ ▬▬▬ ▬▬ ▬▬▬▬ ▬▬ ▬▬▬ ▬▬▬▬ ▬▬ ▬▬▬ ▬▬▬ ▬▬▬▬ ▬▬ ▬▬▬ ▬▬ ▬▬▬▬ ▬▬ ▬▬▬ ▬▬▬▬▬ ▬▬ ▬▬▬ ▬▬ ▬▬▬▬ ▬▬ ▬▬▬ ▬▬▬ ▬▬ ▬▬▬▬ ▬▬ ▬▬▬ ▬▬▬▬ ▬▬ ▬▬▬ ▬▬▬ ▬▬▬▬ ▬▬ ▬▬▬ ▬▬ ▬▬▬▬ ▬▬ ▬▬▬ ▬▬▬▬▬ ▬▬ ▬▬▬ xyxy=(392,138,620,1070)
table-row xyxy=(160,475,385,487)
row-value: 32.80 xyxy=(310,560,340,571)
subheading: Πόσοι θὰ λάβουν μέρος xyxy=(193,1064,352,1078)
row-value: 134.75 xyxy=(304,536,340,547)
niki-title: ΝΙΚΗ ΤΩΝ ΡΩΣΣΩΝ ΕΙΣ ΤΣΙΝΓΚ-ΤΣΟΟΥ xyxy=(1113,255,1304,292)
victoria-company: ΤΗΣ ΒΙΚΤΩΡΙΑΣ ΤΟΥ ΒΕΡΟΛΙΝΟΥ xyxy=(1195,1967,1466,1983)
row-value: 150.— xyxy=(352,536,385,547)
row-label: Μεταλλουργεῖον Λαυρίου xyxy=(160,330,291,341)
oikos-title: ΟΙΚΟΣ xyxy=(687,1133,794,1168)
column-4: ▬▬ ▬▬▬ ▬▬▬▬ ▬▬ ▬▬▬ ▬▬▬▬▬ ▬▬ ▬▬▬ ▬▬ ▬▬▬▬ ▬▬ ▬▬▬ ▬▬▬ ▬▬ ▬▬▬▬ ▬▬ ▬▬▬ ▬▬▬▬ ▬▬ ▬▬▬ ▬▬▬ ▬▬▬▬ ▬▬ ▬▬▬ ▬▬ ▬▬▬▬ ▬▬ ▬▬▬ ▬▬▬▬▬ ▬▬ ▬▬▬ ▬▬ ▬▬▬▬ ▬▬ ▬▬▬ ▬▬▬ ▬▬ ▬▬▬▬ ▬▬ ▬▬▬ ▬▬▬▬ ▬▬ ▬▬▬ ▬▬▬ ▬▬▬▬ ▬▬ ▬▬▬ ▬▬ ▬▬▬▬ ▬▬ ▬▬▬ ▬▬▬▬▬ ▬▬ ▬▬▬ ΑΛΦΡΕΔΟΣ ΟΡΔΟΝΙΕΣ Ὁ ἀδελφὸς Πέτρος Ὀσόριο ΤΟΥ ΚΟΣΜΟΥ ▬▬ ▬▬▬ ▬▬▬▬ ▬▬ ▬▬▬ ▬▬▬▬▬ ▬▬ ▬▬▬ ▬▬ ▬▬▬▬ ▬▬ ▬▬▬ ▬▬▬ ▬▬ ▬▬▬▬ ▬▬ ▬▬▬ ▬▬▬▬ ▬▬ ▬▬▬ ▬▬▬ ▬▬▬▬ ▬▬ ▬▬▬ ▬▬ ▬▬▬▬ ▬▬ ▬▬▬ ▬▬▬▬▬ ▬▬ ▬▬▬ ▬▬ ▬▬▬▬ ▬▬ ▬▬▬ ▬▬▬ ▬▬ ▬▬▬▬ ▬▬ ▬▬▬ ▬▬▬▬ ▬▬ ▬▬▬ ▬▬▬ ▬▬▬▬ ▬▬ ▬▬▬ ▬▬ ▬▬▬▬ ▬▬ ▬▬▬ ▬▬▬▬▬ ▬▬ ▬▬▬ ▬▬ ▬▬▬▬ ▬▬ ▬▬▬ ▬▬▬ ▬▬ ▬▬▬▬ ▬▬ ▬▬▬ ▬▬▬▬ ▬▬ ▬▬▬ ▬▬▬ ▬▬▬▬ ▬▬ ▬▬▬ ▬▬ ▬▬▬▬ ▬▬ ▬▬▬ ▬▬▬▬▬ ▬▬ ▬▬▬ ▬▬ ▬▬▬▬ ▬▬ ▬▬▬ ▬▬▬ ▬▬ ▬▬▬▬ ▬▬ ▬▬▬ ▬▬▬▬ ▬▬ ▬▬▬ ▬▬▬ ▬▬▬▬ ▬▬ ▬▬▬ ▬▬ ▬▬▬▬ ▬▬ ▬▬▬ ▬▬▬▬▬ ▬▬ ▬▬▬ ▬▬ ▬▬▬▬ ▬▬ ▬▬▬ ▬▬▬ ▬▬ ▬▬▬▬ ▬▬ ▬▬▬ ▬▬▬▬ ▬▬ ▬▬▬ ▬▬▬ ▬▬▬▬ ▬▬ ▬▬▬ ▬▬ ▬▬▬▬ ▬▬ ▬▬▬ ▬▬▬▬▬ ▬▬ ▬▬▬ ΘΕΑΤΡΑ ΚΑΙ ΣΥΝΑΥΛΙΑΙ ▬▬ ▬▬▬ ▬▬▬▬ ▬▬ ▬▬▬ ▬▬▬▬▬ ▬▬ ▬▬▬ ▬▬ ▬▬▬▬ ▬▬ ▬▬▬ ▬▬▬ ▬▬ ▬▬▬▬ ▬▬ ▬▬▬ ▬▬▬▬ ▬▬ ▬▬▬ ▬▬▬ ▬▬▬▬ ▬▬ ▬▬▬ ▬▬ ▬▬▬▬ ▬▬ ▬▬▬ ▬▬▬▬▬ ▬▬ ▬▬▬ ▬▬ ▬▬▬▬ ▬▬ ▬▬▬ ▬▬▬ ▬▬ ▬▬▬▬ ▬▬ ▬▬▬ ▬▬▬▬ ▬▬ ▬▬▬ ▬▬▬ ▬▬▬▬ ▬▬ ▬▬▬ ▬▬ ▬▬▬▬ ▬▬ ▬▬▬ ▬▬▬▬▬ ▬▬ ▬▬▬ ▬▬ ▬▬▬▬ ▬▬ ▬▬▬ ▬▬▬ ▬▬ ▬▬▬▬ ▬▬ ▬▬▬ ▬▬▬▬ ▬▬ ▬▬▬ ▬▬▬ ▬▬▬▬ ▬▬ ▬▬▬ ▬▬ ▬▬▬▬ ▬▬ ▬▬▬ ▬▬▬▬▬ ▬▬ ▬▬▬ ▬▬ ▬▬▬▬ ▬▬ ▬▬▬ ▬▬▬ ▬▬ ▬▬▬▬ ▬▬ ▬▬▬ ▬▬▬▬ ▬▬ ▬▬▬ ▬▬▬ ▬▬▬▬ ▬▬ ▬▬▬ ▬▬ ▬▬▬▬ ▬▬ ▬▬▬ ▬▬▬▬▬ ▬▬ ▬▬▬ ΣΥΛΛΟΓΟΙ ▬▬ ▬▬▬ ▬▬▬▬ ▬▬ ▬▬▬ ▬▬▬▬▬ ▬▬ ▬▬▬ ▬▬ ▬▬▬▬ ▬▬ ▬▬▬ ▬▬▬ ▬▬ ▬▬▬▬ ▬▬ ▬▬▬ ▬▬▬▬ ▬▬ ▬▬▬ ΤΑΧΥΔΡΟΜΕΙΟΝ ▬▬ ▬▬▬ ▬▬▬▬ ▬▬ ▬▬▬ ▬▬▬▬▬ ▬▬ ▬▬▬ ▬▬ ▬▬▬▬ ▬▬ ▬▬▬ ▬▬▬ ▬▬ ▬▬▬▬ ▬▬ ▬▬▬ ▬▬▬▬ ▬▬ ▬▬▬ ▬▬▬ ▬▬▬▬ ▬▬ ▬▬▬ ▬▬ ▬▬▬▬ ▬▬ ▬▬▬ ΕΙΔΙΚΟΝ ΓΡΑΦΕΙΟΝ Ἀγορὰ χρυσῶν καὶ ἀργυρῶν κοσμημάτων καὶ ὅλων ἐν γένει τῶν πολυτίμων λίθων ΛΕΩΝΙΔΑ Ε. ΜΟΣΧΟΥ 13 Ὁδὸς Φωκίωνος 13 xyxy=(858,136,1088,2116)
victoria-policies: 2,167,698 Ἀσφαλιστήρια Συμβόλαια ἐν ἰσχύει, ἀξίας xyxy=(1195,1880,1466,1891)
row-label: Σιδηρόδρομοι Π. Α. Π. xyxy=(160,318,273,329)
column-6: ΕΚΤΑΚΤΟΣ ΕΥΚΑΙΡΙΑ Διὰ τοὺς κ. κ. Βαφεῖς, Βυρσοδέψας, Ὑφαντουργοὺς ἐν γένει, Χαρτοποιοὺς, κατασκευαστὰς βερνικίων καὶ μελάνης. ▬▬ ▬▬▬ ▬▬▬▬ ▬▬ ▬▬▬ ▬▬▬▬▬ ▬▬ ▬▬▬ ▬▬ ▬▬▬▬ ▬▬ ▬▬▬ ▬▬▬ ▬▬ ▬▬▬▬ ▬▬ ▬▬▬ ▬▬▬▬ ▬▬ ▬▬▬ Ἰωάννης Γ. Μεταξᾶς Ὁδὸς Καλοκαιρίνη ἀριθ. 50 ΑΔΕΛΦΩΝ Π. ΠΡΑΤΣΟΠΟΥΛΟΥ ΕΝ ΠΑΤΡΑΙΣ Προμηθευτῶν τῆς Α.Μ. τοῦ Βασιλέως ▬▬ ▬▬▬ ▬▬▬▬ ▬▬ ▬▬▬ ▬▬▬▬▬ ▬▬ ▬▬▬ ▬▬ ▬▬▬▬ ▬▬ ▬▬▬ ▬▬▬ ▬▬ ▬▬▬▬ ▬▬ ▬▬▬ ▬▬▬▬ ▬▬ ▬▬▬ ▬▬▬ ▬▬▬▬ ▬▬ ▬▬▬ ▬▬ ▬▬▬▬ ▬▬ ▬▬▬ ▬▬▬▬▬ ▬▬ ▬▬▬ ▬▬ ▬▬▬▬ ▬▬ ▬▬▬ ▬▬▬ ▬▬ ▬▬▬▬ ▬▬ ▬▬▬ Π. ΠΑΝΤΑΛΕΩΝ ▬▬ ▬▬▬ ▬▬▬▬ ▬▬ ▬▬▬ ▬▬▬▬▬ ▬▬ ▬▬▬ ▬▬ ▬▬▬▬ ▬▬ ▬▬▬ ▬▬▬ ▬▬ ▬▬▬▬ ▬▬ ▬▬▬ ΜΕΤΑΒΙΒΑΣΕΙΣ ΕΝ ΑΛΕΞΑΝΔΡΕΙΑ ▬▬ ▬▬▬ ▬▬▬▬ ▬▬ ▬▬▬ ▬▬▬▬▬ ▬▬ ▬▬▬ ▬▬ ▬▬▬▬ ΠΡΑΚΤΟΡΕΙΑ ▬▬ ▬▬▬ ▬▬▬▬ ▬▬ ▬▬▬ ▬▬▬▬▬ ▬▬ ▬▬▬ ▬▬ ▬▬▬▬ ▬▬ ▬▬▬ ▬▬▬ ▬▬ ▬▬▬▬ ΔΙΑ ΤΟΥΣ Κ. ΕΠΙΤΡΟΠΟΥΣ ΤΩΝ ΙΕΡΩΝ ΝΑΩΝ Χρυσοποικιλτήριον τῆς Β. Δόξης ▬▬ ▬▬▬ ▬▬▬▬ ▬▬ ▬▬▬ ▬▬▬▬▬ ▬▬ ▬▬▬ ▬▬ ▬▬▬▬ ▬▬ ▬▬▬ ▬▬▬ ▬▬ ▬▬▬▬ ▬▬ ▬▬▬ ▬▬▬▬ ▬▬ ▬▬▬ ▬▬▬ ▬▬▬▬ ▬▬ ▬▬▬ ▬▬ ▬▬▬▬ ▬▬ ▬▬▬ ▬▬▬▬▬ ▬▬ ▬▬▬ ▬▬ ▬▬▬▬ ▬▬ ▬▬▬ ▬▬▬ ▬▬ ▬▬▬▬ ▬▬ ▬▬▬ ▬▬▬▬ ▬▬ ▬▬▬ ▬▬▬ ▬▬▬▬ ▬▬ ▬▬▬ ▬▬ ▬▬▬▬ ▬▬ ▬▬▬ ▬▬▬▬▬ ▬▬ ▬▬▬ ▬▬ ▬▬▬▬ ▬▬ ▬▬▬ ▬▬▬ ▬▬ ▬▬▬▬ ▬▬ ▬▬▬ ΦΑΡΜΑΚΕΙΟΝ Κ. ΣΤΑΘΑΤΟΣ 20—Ὁδὸς Βουλῆς—20 ▬▬ ▬▬▬ ▬▬▬▬ ▬▬ ▬▬▬ ▬▬▬▬▬ ▬▬ ▬▬▬ ▬▬ ▬▬▬▬ ▬▬ ▬▬▬ ▬▬▬ ▬▬ ▬▬▬▬ ▬▬ ▬▬▬ ▬▬▬▬ ▬▬ ▬▬▬ xyxy=(1330,136,1565,1786)
row-value: 35.65 xyxy=(356,463,385,474)
table-row xyxy=(160,451,385,463)
currency-heading: ΝΟΜΙΣΜΑΤΑ xyxy=(230,434,315,448)
eidikon-text: Ἀγορὰ χρυσῶν καὶ ἀργυρῶν κοσμημάτων καὶ ὅλων ἐν γένει τῶν πολυτίμων λίθων xyxy=(872,976,1074,1015)
row-label: Εθν. Τράπεζα τῆς Ἑλλάδος xyxy=(160,197,298,208)
row-label: Ἐταιρ. Δημ. καὶ Δημ. ἔργων xyxy=(160,342,301,353)
victoria-capital: Ἀποθεματικὸν κεφάλαιον φράγκα χρ. 480,000,000 xyxy=(1202,1915,1459,1926)
row-value: 181.75 xyxy=(304,548,340,559)
table-row xyxy=(160,197,385,209)
table-row xyxy=(160,294,385,306)
letter-sign2: Ὁ ἀδελφὸς Πέτρος Ὀσόριο xyxy=(905,269,1041,280)
row-label: Ἐπὶ Τουρκίας xyxy=(160,560,230,571)
row-value: 143.— xyxy=(352,512,385,523)
gymnasia-title: ΤΑ ΜΕΓΑΛΑ ΓΥΜΝΑΣΙΑ xyxy=(171,687,374,706)
table-row xyxy=(160,318,385,330)
apoplous-title: ΑΠΟΠΛΟΥΣ ΤΟΥ ΑΓΓΛΙΚΟΥ ΣΤΟΛΟΥ xyxy=(651,379,830,418)
thanatos-title: ΘΑΝΑΤΟΣ ΕΚ ΠΤΩΣΕΩΣ xyxy=(643,573,838,591)
oikos-street: Στοὰ Χρηματιστηρίου xyxy=(685,1245,796,1256)
row-label: Ἠλεκτρικῆς xyxy=(160,402,221,413)
table-row xyxy=(160,560,385,572)
farmakeion-name: Κ. ΣΤΑΘΑΤΟΣ xyxy=(1330,848,1565,871)
exchange-col: Τρίμηνον xyxy=(292,500,340,511)
row-label: Ἐπὶ Ἰταλίας xyxy=(160,536,223,547)
row-value: 176.— xyxy=(352,548,385,559)
eidikon-addr: 13 Ὁδὸς Φωκίωνος 13 xyxy=(916,1034,1030,1045)
enosis-title: Η ΕΝΩΣΙΣ ΤΩΝ ΕΛΛΗΝΙΔΩΝ xyxy=(649,957,832,971)
zitountai-text: Ζητεῖται μικρὸς κατὰ 10 ἕως 12 ἐτῶν ὑπηρέτης καὶ νὰ ἀποταθῇ εἰς τὸ Γραφεῖον. xyxy=(1096,1067,1321,1106)
row-value: 398.— xyxy=(352,378,385,389)
row-value: 32.60 xyxy=(356,475,385,486)
victoria-sub: Η ΜΕΓΑΛΕΙΤΕΡΑ ΑΣΦΑΛΙΣΤΙΚΗ ΕΤΑΙΡΙΑ ΖΩΗΣ ΤΗΣ ΕΥΡΩΠΗΣ xyxy=(1152,1853,1509,1864)
masthead-title: ΕΚΡΗΞΙΣ xyxy=(804,106,921,130)
periergeia-title: ΠΕΡΙΕΡΓΕΙΑ xyxy=(1169,904,1248,918)
row-value: 31.50 xyxy=(356,342,385,353)
row-value: 164.— xyxy=(352,390,385,401)
table-row xyxy=(160,366,385,378)
table-row xyxy=(160,378,385,390)
row-label: Τράπεζα Κρήτης xyxy=(160,209,243,220)
table-row xyxy=(160,257,385,269)
column-divider xyxy=(624,136,625,2116)
table-row xyxy=(160,414,385,426)
ektaktos-title: ΕΚΤΑΚΤΟΣ ΕΥΚΑΙΡΙΑ xyxy=(1330,142,1565,169)
epitropi-sub: Χρυσοποικιλτήριον τῆς Β. Δόξης xyxy=(1353,672,1542,683)
table-row xyxy=(160,512,385,524)
table-row xyxy=(160,354,385,366)
